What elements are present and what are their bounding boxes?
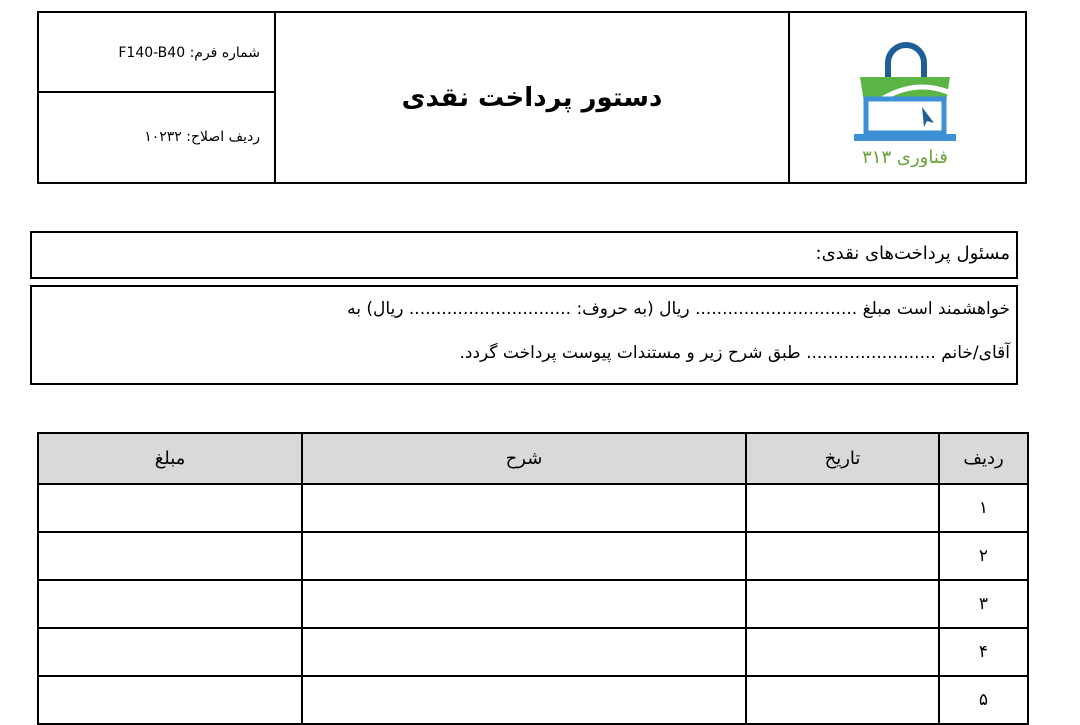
document-title: دستور پرداخت نقدی: [401, 82, 663, 113]
amount-suffix: ریال) به: [347, 299, 404, 319]
payment-request-box: [30, 285, 1018, 385]
bag-handle-icon: [888, 45, 924, 77]
col-header-row-number: ردیف: [939, 433, 1028, 484]
form-number-label: شماره فرم:: [189, 45, 260, 61]
form-number: [118, 45, 260, 61]
col-header-description: شرح: [302, 433, 746, 484]
amount-cell[interactable]: [38, 532, 302, 580]
laptop-base-icon: [854, 134, 956, 141]
row-number-cell: ۱: [939, 484, 1028, 532]
col-header-amount: مبلغ: [38, 433, 302, 484]
revision-value: ۱۰۲۳۲: [144, 129, 182, 145]
amount-cell[interactable]: [38, 676, 302, 724]
table-row: [38, 580, 1028, 628]
description-cell[interactable]: [302, 676, 746, 724]
amount-cell[interactable]: [38, 484, 302, 532]
form-header: [37, 11, 1027, 184]
revision-number: [144, 129, 260, 145]
amount-cell[interactable]: [38, 580, 302, 628]
table-row: [38, 532, 1028, 580]
payment-items-table: [37, 432, 1029, 725]
row-number-cell: ۵: [939, 676, 1028, 724]
form-number-cell: [39, 13, 274, 93]
table-row: [38, 628, 1028, 676]
cash-officer-label: مسئول پرداخت‌های نقدی:: [815, 243, 1010, 264]
revision-label: ردیف اصلاح:: [186, 129, 260, 145]
row-number-cell: ۳: [939, 580, 1028, 628]
laptop-screen-icon: [866, 99, 944, 133]
logo-cell: [788, 13, 1025, 182]
amount-number-blank: ..............................: [695, 299, 858, 319]
table-row: [38, 676, 1028, 724]
table-header-row: [38, 433, 1028, 484]
date-cell[interactable]: [746, 484, 939, 532]
row-number-cell: ۲: [939, 532, 1028, 580]
company-logo: [830, 37, 980, 167]
logo-wordmark: فناوری ۳۱۳: [862, 147, 948, 167]
amount-cell[interactable]: [38, 628, 302, 676]
amount-words-label: ریال (به حروف:: [576, 299, 690, 319]
header-meta-cell: [39, 13, 276, 182]
table-row: [38, 484, 1028, 532]
payment-statement: طبق شرح زیر و مستندات پیوست پرداخت گردد.: [459, 343, 801, 363]
request-line-1: [347, 299, 1010, 319]
description-cell[interactable]: [302, 628, 746, 676]
date-cell[interactable]: [746, 580, 939, 628]
col-header-date: تاریخ: [746, 433, 939, 484]
description-cell[interactable]: [302, 580, 746, 628]
form-number-value: F140-B40: [118, 45, 186, 61]
amount-prefix: خواهشمند است مبلغ: [862, 299, 1010, 319]
date-cell[interactable]: [746, 532, 939, 580]
row-number-cell: ۴: [939, 628, 1028, 676]
payee-blank: ........................: [806, 343, 936, 363]
amount-words-blank: ..............................: [408, 299, 572, 319]
payee-label: آقای/خانم: [941, 343, 1010, 363]
cash-officer-box: [30, 231, 1018, 279]
description-cell[interactable]: [302, 484, 746, 532]
date-cell[interactable]: [746, 628, 939, 676]
request-line-2: [460, 343, 1011, 363]
description-cell[interactable]: [302, 532, 746, 580]
date-cell[interactable]: [746, 676, 939, 724]
